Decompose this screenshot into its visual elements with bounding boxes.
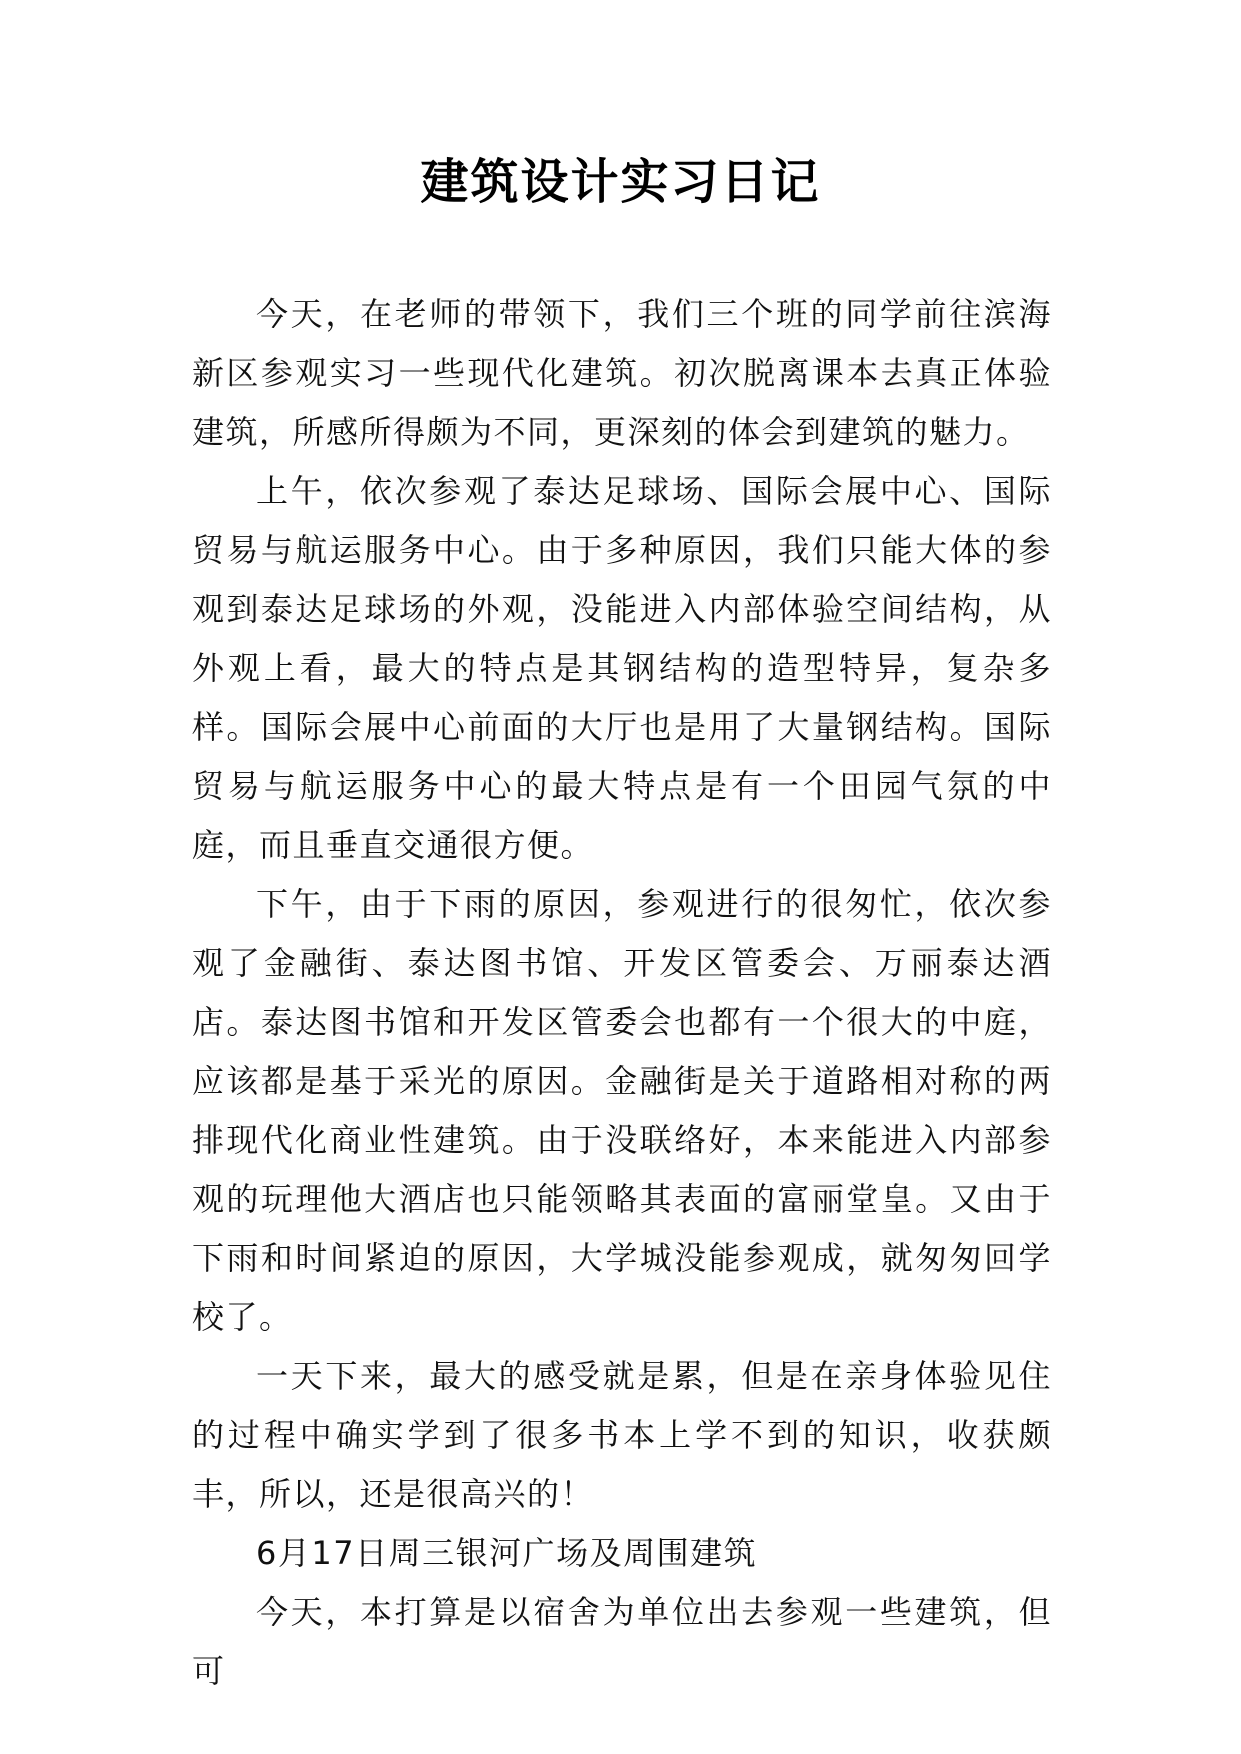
document-title: 建筑设计实习日记 xyxy=(420,154,821,210)
paragraph-5: 今天，本打算是以宿舍为单位出去参观一些建筑，但可 xyxy=(192,1593,1052,1690)
diary-date-heading: 6月17日周三银河广场及周围建筑 xyxy=(256,1534,758,1572)
paragraph-1: 今天，在老师的带领下，我们三个班的同学前往滨海新区参观实习一些现代化建筑。初次脱离课本去真正体验建筑，所感所得颇为不同，更深刻的体会到建筑的魅力。 xyxy=(192,295,1052,451)
document-body xyxy=(192,285,1052,1701)
paragraph-4: 一天下来，最大的感受就是累，但是在亲身体验见住的过程中确实学到了很多书本上学不到的知识，收获颇丰，所以，还是很高兴的！ xyxy=(192,1357,1052,1513)
paragraph-2: 上午，依次参观了泰达足球场、国际会展中心、国际贸易与航运服务中心。由于多种原因，我们只能大体的参观到泰达足球场的外观，没能进入内部体验空间结构，从外观上看，最大的特点是其钢结构的造型特异，复杂多样。国际会展中心前面的大厅也是用了大量钢结构。国际贸易与航运服务中心的最大特点是有一个田园气氛的中庭，而且垂直交通很方便。 xyxy=(192,472,1052,864)
paragraph-3: 下午，由于下雨的原因，参观进行的很匆忙，依次参观了金融街、泰达图书馆、开发区管委会、万丽泰达酒店。泰达图书馆和开发区管委会也都有一个很大的中庭，应该都是基于采光的原因。金融街是关于道路相对称的两排现代化商业性建筑。由于没联络好，本来能进入内部参观的玩理他大酒店也只能领略其表面的富丽堂皇。又由于下雨和时间紧迫的原因，大学城没能参观成，就匆匆回学校了。 xyxy=(192,885,1052,1336)
